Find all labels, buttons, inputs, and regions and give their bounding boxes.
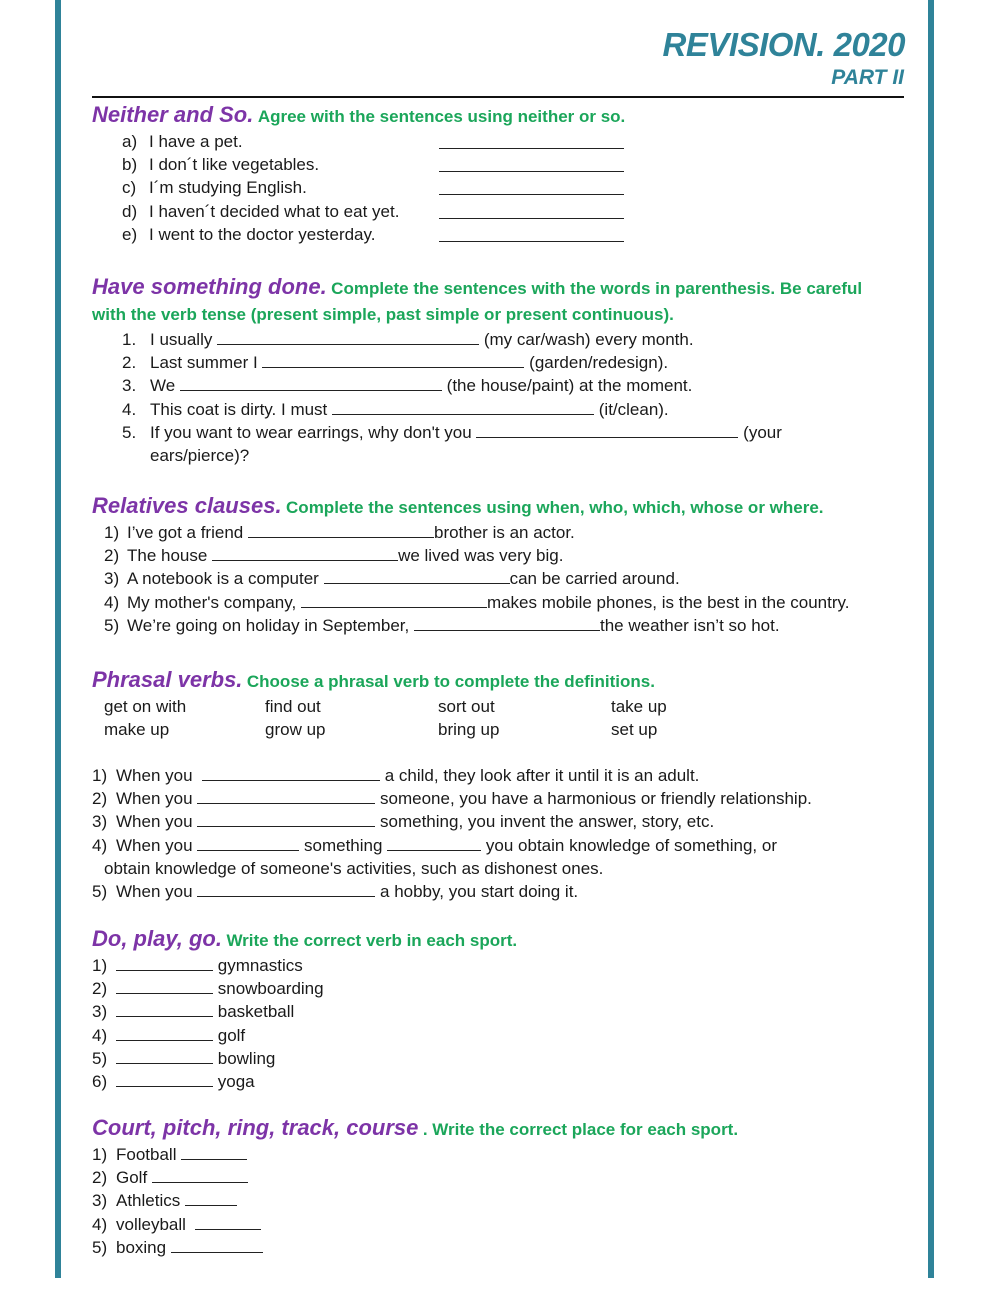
section-instruction: . Write the correct place for each sport.: [422, 1120, 739, 1139]
answer-blank[interactable]: [116, 1071, 213, 1087]
section-title: Neither and So.: [92, 102, 254, 127]
page-border-left: [55, 0, 61, 1278]
answer-blank[interactable]: [180, 375, 442, 391]
word-bank-item: take up: [611, 697, 667, 716]
answer-blank[interactable]: [212, 545, 398, 561]
section-heading: [92, 667, 897, 695]
exercise-item: d) I haven´t decided what to eat yet.: [122, 200, 897, 223]
page-border-right: [928, 0, 934, 1278]
answer-blank[interactable]: [116, 955, 213, 971]
answer-blank[interactable]: [116, 1048, 213, 1064]
exercise-item: 5. If you want to wear earrings, why don't you (your: [122, 422, 782, 442]
exercise-item: 4. This coat is dirty. I must (it/clean).: [122, 399, 669, 419]
answer-blank[interactable]: [195, 1214, 261, 1230]
word-bank-item: bring up: [438, 720, 500, 739]
exercise-item: c) I´m studying English.: [122, 176, 897, 199]
section-relative-clauses: [92, 493, 897, 637]
answer-blank[interactable]: [152, 1167, 248, 1183]
word-bank: [92, 695, 897, 741]
section-heading: [92, 926, 897, 954]
section-have-something-done: [92, 274, 897, 467]
answer-blank[interactable]: [116, 978, 213, 994]
exercise-item: 1) Football: [92, 1143, 897, 1166]
exercise-item: 3) A notebook is a computer can be carried around.: [104, 569, 680, 589]
page-subtitle: PART II: [831, 66, 904, 89]
word-bank-item: make up: [104, 720, 170, 739]
exercise-item: 3) When you something, you invent the answer, story, etc.: [92, 812, 715, 832]
section-instruction: Choose a phrasal verb to complete the definitions.: [246, 672, 655, 691]
exercise-item: 1) gymnastics: [92, 956, 303, 975]
answer-blank[interactable]: [116, 1001, 213, 1017]
exercise-item: 2) Golf: [92, 1166, 897, 1189]
exercise-item: 3) basketball: [92, 1002, 295, 1022]
word-bank-item: get on with: [104, 697, 187, 716]
section-title: Have something done.: [92, 274, 327, 299]
section-heading: [92, 1115, 897, 1143]
section-title: Court, pitch, ring, track, course: [92, 1115, 419, 1140]
exercise-item: 1) I’ve got a friend brother is an actor.: [104, 523, 575, 542]
answer-blank[interactable]: [476, 422, 738, 438]
answer-blank[interactable]: [324, 568, 510, 584]
exercise-item: b) I don´t like vegetables.: [122, 153, 897, 176]
header-rule: [92, 96, 904, 98]
exercise-item: 6) yoga: [92, 1072, 255, 1092]
section-instruction: Write the correct verb in each sport.: [226, 931, 518, 950]
word-bank-item: sort out: [438, 697, 495, 716]
answer-blank[interactable]: [414, 615, 600, 631]
exercise-item: 2) The house we lived was very big.: [104, 546, 564, 566]
exercise-item: 2) snowboarding: [92, 979, 324, 999]
answer-blank[interactable]: [301, 592, 487, 608]
section-instruction: Agree with the sentences using neither or so.: [257, 107, 626, 126]
answer-blank[interactable]: [332, 399, 594, 415]
exercise-item-continuation: obtain knowledge of someone's activities, such as dishonest ones.: [104, 858, 604, 878]
answer-blank[interactable]: [439, 179, 624, 195]
word-bank-item: find out: [265, 697, 321, 716]
exercise-item-continuation: ears/pierce)?: [150, 446, 250, 466]
answer-blank[interactable]: [202, 765, 380, 781]
section-neither-so: [92, 102, 897, 246]
answer-blank[interactable]: [197, 811, 375, 827]
section-heading: [92, 102, 897, 130]
exercise-item: 4) When you something you obtain knowledge of something, or: [92, 835, 777, 855]
exercise-item: 3. We (the house/paint) at the moment.: [122, 376, 693, 396]
answer-blank[interactable]: [439, 226, 624, 242]
section-heading: [92, 493, 897, 521]
exercise-item: 4) My mother's company, makes mobile phones, is the best in the country.: [104, 592, 850, 612]
answer-blank[interactable]: [217, 329, 479, 345]
section-do-play-go: [92, 926, 897, 1093]
answer-blank[interactable]: [262, 352, 524, 368]
section-instruction: Complete the sentences with the words in parenthesis. Be careful with the verb tense (present simple, past simple or present continuous).: [92, 279, 863, 324]
exercise-item: 2. Last summer I (garden/redesign).: [122, 353, 669, 373]
section-title: Do, play, go.: [92, 926, 222, 951]
word-bank-item: grow up: [265, 720, 326, 739]
answer-blank[interactable]: [197, 835, 299, 851]
exercise-item: 5) When you a hobby, you start doing it.: [92, 882, 579, 902]
answer-blank[interactable]: [197, 788, 375, 804]
exercise-item: 5) boxing: [92, 1236, 897, 1259]
answer-blank[interactable]: [185, 1190, 237, 1206]
word-bank-item: set up: [611, 720, 658, 739]
answer-blank[interactable]: [116, 1025, 213, 1041]
exercise-item: 4) volleyball: [92, 1213, 897, 1236]
page-title: REVISION. 2020: [662, 26, 905, 63]
section-instruction: Complete the sentences using when, who, which, whose or where.: [286, 498, 824, 517]
exercise-item: a) I have a pet.: [122, 130, 897, 153]
exercise-item: 5) bowling: [92, 1048, 276, 1068]
answer-blank[interactable]: [387, 835, 481, 851]
answer-blank[interactable]: [171, 1237, 263, 1253]
exercise-item: 3) Athletics: [92, 1189, 897, 1212]
answer-blank[interactable]: [439, 156, 624, 172]
answer-blank[interactable]: [439, 203, 624, 219]
exercise-item: 2) When you someone, you have a harmonious or friendly relationship.: [92, 789, 812, 809]
exercise-item: 4) golf: [92, 1025, 246, 1045]
answer-blank[interactable]: [248, 522, 434, 538]
answer-blank[interactable]: [181, 1144, 247, 1160]
exercise-item: 5) We’re going on holiday in September, the weather isn’t so hot.: [104, 615, 780, 635]
section-title: Phrasal verbs.: [92, 667, 243, 692]
section-heading: [92, 274, 897, 328]
exercise-item: 1) When you a child, they look after it until it is an adult.: [92, 766, 700, 785]
section-title: Relatives clauses.: [92, 493, 282, 518]
answer-blank[interactable]: [197, 881, 375, 897]
exercise-item: e) I went to the doctor yesterday.: [122, 223, 897, 246]
answer-blank[interactable]: [439, 133, 624, 149]
section-sport-places: [92, 1115, 897, 1259]
section-phrasal-verbs: [92, 667, 897, 903]
exercise-item: 1. I usually (my car/wash) every month.: [122, 330, 694, 349]
